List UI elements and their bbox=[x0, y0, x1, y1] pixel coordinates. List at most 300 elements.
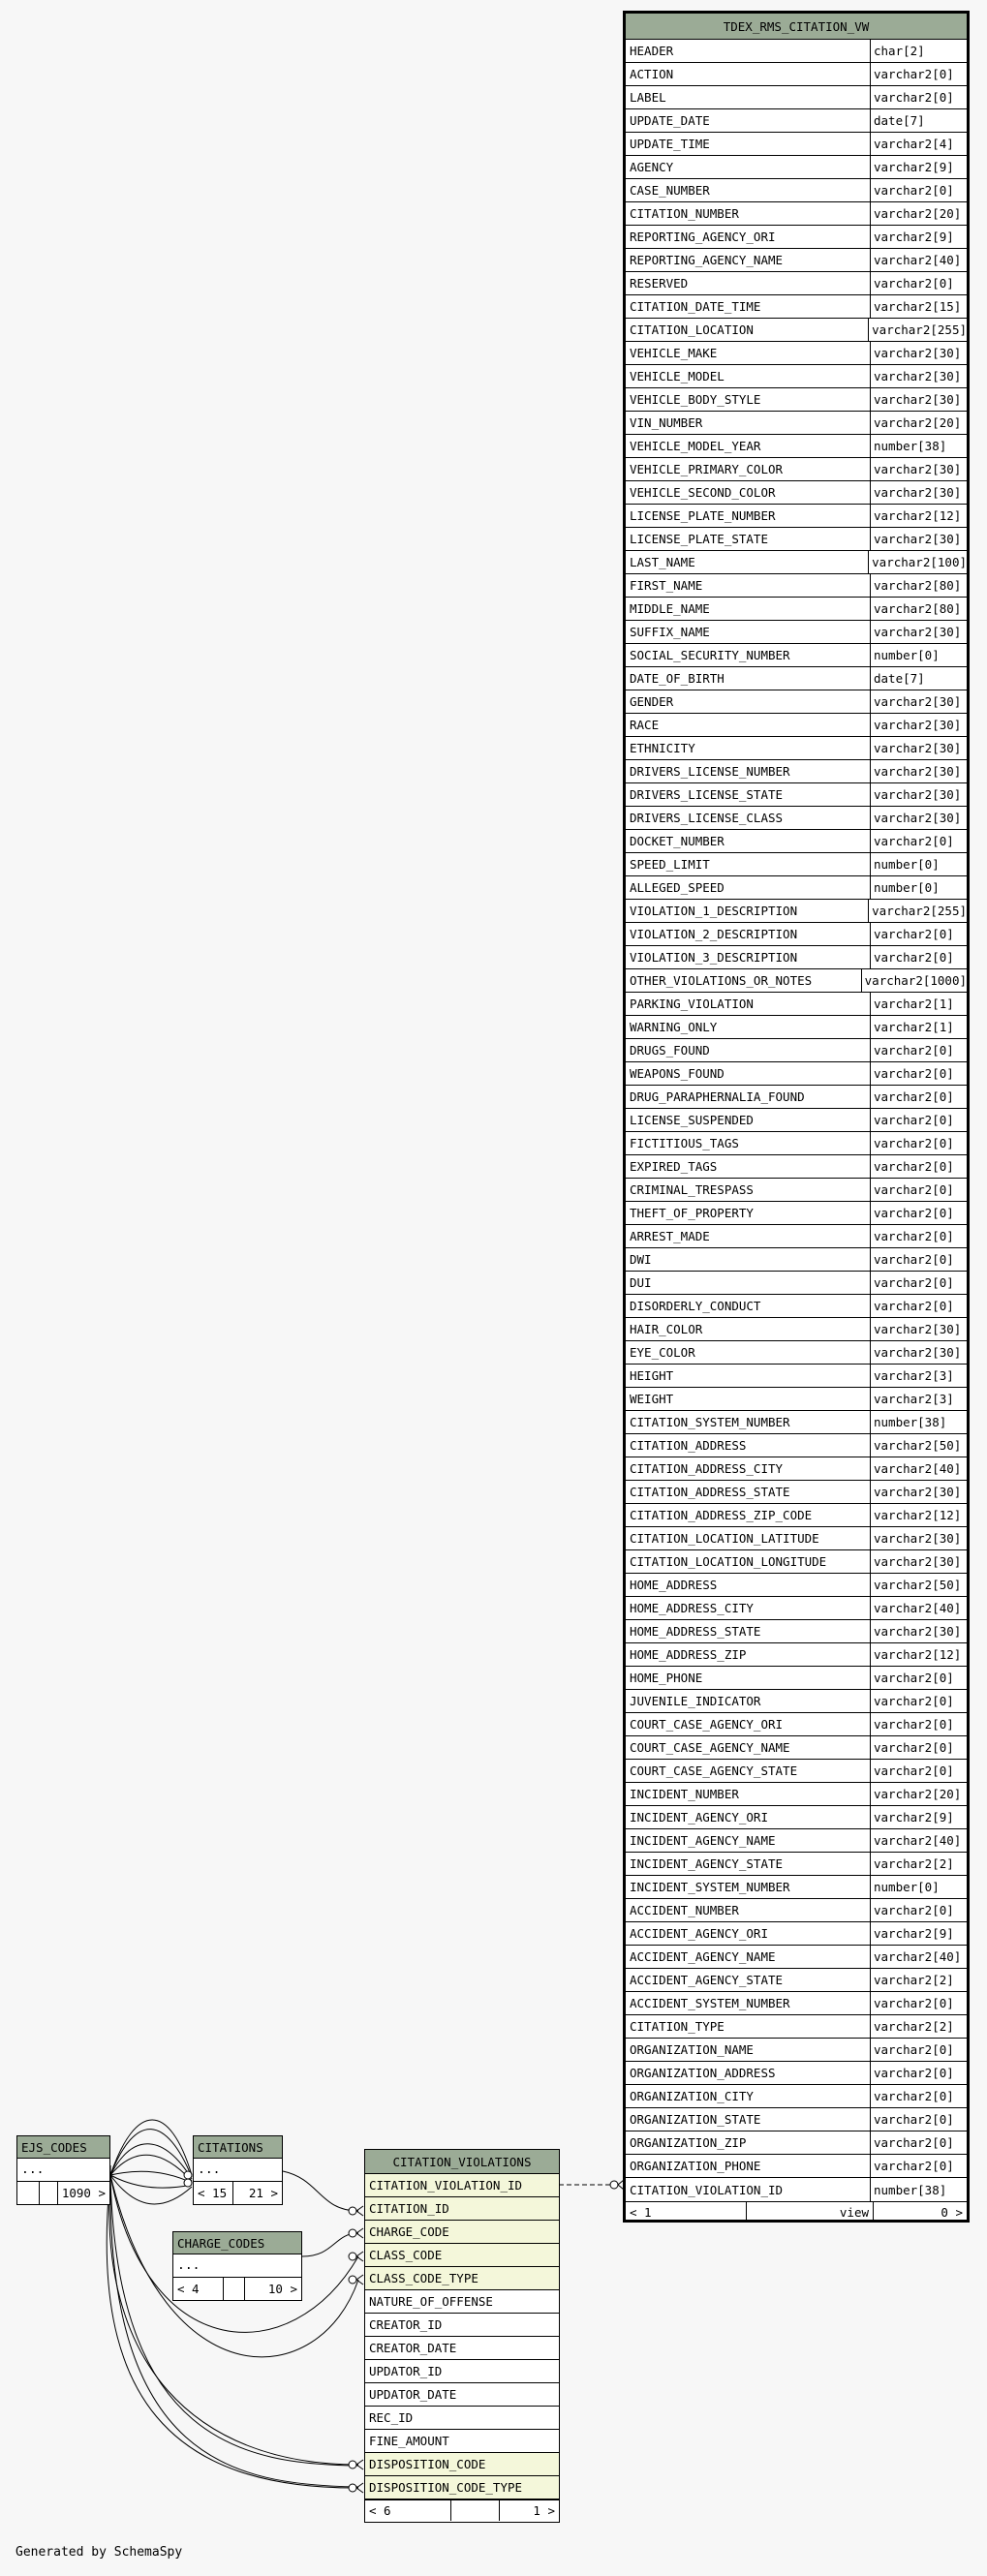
column-name: HOME_ADDRESS bbox=[630, 1578, 718, 1592]
column-name: FINE_AMOUNT bbox=[369, 2434, 449, 2448]
column-name: VEHICLE_MODEL_YEAR bbox=[630, 439, 761, 453]
view-column-row[interactable] bbox=[626, 342, 967, 365]
column-name: PARKING_VIOLATION bbox=[630, 997, 754, 1011]
column-type: varchar2[0] bbox=[870, 1667, 967, 1689]
column-type: date[7] bbox=[870, 667, 967, 690]
column-name: DRIVERS_LICENSE_NUMBER bbox=[630, 764, 790, 779]
view-column-row[interactable] bbox=[626, 1388, 967, 1411]
column-name: CITATION_SYSTEM_NUMBER bbox=[630, 1415, 790, 1429]
view-column-row[interactable] bbox=[626, 737, 967, 760]
citation-violations-column-row[interactable] bbox=[365, 2453, 559, 2476]
column-type: varchar2[20] bbox=[870, 1783, 967, 1805]
view-column-row[interactable] bbox=[626, 1527, 967, 1550]
view-column-row[interactable] bbox=[626, 272, 967, 295]
column-name: HEIGHT bbox=[630, 1368, 674, 1383]
column-type: number[38] bbox=[870, 435, 967, 457]
column-type: varchar2[0] bbox=[870, 1295, 967, 1317]
view-column-row[interactable] bbox=[626, 1016, 967, 1039]
view-column-row[interactable] bbox=[626, 598, 967, 621]
column-type: varchar2[0] bbox=[870, 2062, 967, 2084]
view-column-row[interactable] bbox=[626, 1457, 967, 1481]
view-column-row[interactable] bbox=[626, 1341, 967, 1365]
column-type: varchar2[20] bbox=[870, 412, 967, 434]
view-column-row[interactable] bbox=[626, 1853, 967, 1876]
view-column-row[interactable] bbox=[626, 295, 967, 319]
column-name: ACCIDENT_AGENCY_NAME bbox=[630, 1949, 776, 1964]
column-name: ORGANIZATION_ADDRESS bbox=[630, 2066, 776, 2080]
column-name: DATE_OF_BIRTH bbox=[630, 671, 725, 686]
column-type: varchar2[255] bbox=[868, 900, 967, 922]
view-column-row[interactable] bbox=[626, 365, 967, 388]
column-name: DRIVERS_LICENSE_STATE bbox=[630, 787, 784, 802]
charge-codes-footer-right[interactable]: 10 > bbox=[244, 2278, 301, 2300]
column-name: NATURE_OF_OFFENSE bbox=[369, 2294, 493, 2309]
view-column-row[interactable] bbox=[626, 1876, 967, 1899]
citation-violations-column-row[interactable] bbox=[365, 2267, 559, 2290]
view-column-row[interactable] bbox=[626, 133, 967, 156]
column-name: LICENSE_PLATE_NUMBER bbox=[630, 508, 776, 523]
column-name: FIRST_NAME bbox=[630, 578, 703, 593]
charge-codes-line bbox=[302, 2233, 358, 2256]
column-type: varchar2[12] bbox=[870, 1504, 967, 1526]
view-column-row[interactable] bbox=[626, 1783, 967, 1806]
column-name: RACE bbox=[630, 718, 660, 732]
column-name: COURT_CASE_AGENCY_STATE bbox=[630, 1763, 798, 1778]
column-name: ORGANIZATION_CITY bbox=[630, 2089, 754, 2103]
column-name: CREATOR_DATE bbox=[369, 2341, 457, 2355]
view-column-row[interactable] bbox=[626, 1132, 967, 1155]
column-name: CITATION_ID bbox=[369, 2201, 449, 2216]
view-column-row[interactable] bbox=[626, 1946, 967, 1969]
column-type: varchar2[0] bbox=[870, 1109, 967, 1131]
view-column-row[interactable] bbox=[626, 481, 967, 505]
charge-codes-title[interactable]: CHARGE_CODES bbox=[173, 2232, 301, 2254]
column-name: HOME_ADDRESS_CITY bbox=[630, 1601, 754, 1615]
view-column-row[interactable] bbox=[626, 1434, 967, 1457]
column-type: varchar2[0] bbox=[870, 1713, 967, 1735]
column-type: varchar2[0] bbox=[870, 1086, 967, 1108]
column-name: CLASS_CODE bbox=[369, 2248, 443, 2262]
view-column-row[interactable] bbox=[626, 528, 967, 551]
ejs-codes-footer bbox=[17, 2182, 109, 2204]
view-column-row[interactable] bbox=[626, 1574, 967, 1597]
cv-footer-right[interactable]: 1 > bbox=[499, 2500, 559, 2521]
column-name: HEADER bbox=[630, 44, 674, 58]
citation-violations-footer bbox=[365, 2499, 559, 2521]
column-name: EYE_COLOR bbox=[630, 1345, 695, 1360]
column-type: varchar2[30] bbox=[870, 1550, 967, 1573]
column-name: WEIGHT bbox=[630, 1392, 674, 1406]
column-name: VEHICLE_PRIMARY_COLOR bbox=[630, 462, 784, 476]
column-type: number[38] bbox=[870, 2178, 967, 2201]
column-name: CITATION_ADDRESS_STATE bbox=[630, 1485, 790, 1499]
column-name: UPDATOR_ID bbox=[369, 2364, 443, 2378]
view-column-row[interactable] bbox=[626, 63, 967, 86]
column-type: varchar2[0] bbox=[870, 1062, 967, 1085]
column-name: INCIDENT_AGENCY_NAME bbox=[630, 1833, 776, 1848]
column-name: DRUG_PARAPHERNALIA_FOUND bbox=[630, 1089, 805, 1104]
view-column-row[interactable] bbox=[626, 1109, 967, 1132]
view-column-row[interactable] bbox=[626, 551, 967, 574]
column-name: REC_ID bbox=[369, 2410, 414, 2425]
citation-violations-column-row[interactable] bbox=[365, 2360, 559, 2383]
column-type: varchar2[30] bbox=[870, 807, 967, 829]
column-name: THEFT_OF_PROPERTY bbox=[630, 1206, 754, 1220]
view-footer bbox=[626, 2201, 967, 2223]
citation-violations-column-row[interactable] bbox=[365, 2430, 559, 2453]
generated-by-label: Generated by SchemaSpy bbox=[15, 2545, 183, 2560]
column-name: CREATOR_ID bbox=[369, 2317, 443, 2332]
view-column-row[interactable] bbox=[626, 1667, 967, 1690]
view-column-row[interactable] bbox=[626, 1760, 967, 1783]
citation-violations-column-row[interactable] bbox=[365, 2244, 559, 2267]
column-name: CASE_NUMBER bbox=[630, 183, 710, 198]
column-name: VIN_NUMBER bbox=[630, 415, 703, 430]
view-column-row[interactable] bbox=[626, 505, 967, 528]
view-column-row[interactable] bbox=[626, 2039, 967, 2062]
view-column-row[interactable] bbox=[626, 249, 967, 272]
view-footer-right[interactable]: 0 > bbox=[873, 2202, 967, 2223]
view-title[interactable]: TDEX_RMS_CITATION_VW bbox=[626, 14, 967, 40]
view-column-row[interactable] bbox=[626, 109, 967, 133]
view-column-row[interactable] bbox=[626, 1922, 967, 1946]
view-column-row[interactable] bbox=[626, 1690, 967, 1713]
column-type: varchar2[2] bbox=[870, 1969, 967, 1991]
table-citation-violations[interactable] bbox=[364, 2149, 560, 2523]
column-name: COURT_CASE_AGENCY_NAME bbox=[630, 1740, 790, 1755]
view-column-row[interactable] bbox=[626, 993, 967, 1016]
view-column-row[interactable] bbox=[626, 1318, 967, 1341]
charge-codes-ellipsis: ... bbox=[173, 2254, 301, 2278]
column-type: varchar2[30] bbox=[870, 458, 967, 480]
column-name: HOME_PHONE bbox=[630, 1671, 703, 1685]
column-name: ACCIDENT_AGENCY_STATE bbox=[630, 1973, 784, 1987]
column-type: varchar2[0] bbox=[870, 1039, 967, 1061]
column-name: DRIVERS_LICENSE_CLASS bbox=[630, 811, 784, 825]
column-name: ACCIDENT_SYSTEM_NUMBER bbox=[630, 1996, 790, 2010]
view-column-row[interactable] bbox=[626, 2178, 967, 2201]
column-type: varchar2[9] bbox=[870, 1806, 967, 1828]
view-column-row[interactable] bbox=[626, 2108, 967, 2131]
column-name: CITATION_LOCATION_LONGITUDE bbox=[630, 1554, 827, 1569]
citation-violations-column-row[interactable] bbox=[365, 2383, 559, 2407]
view-column-row[interactable] bbox=[626, 1086, 967, 1109]
ejs-codes-ellipsis: ... bbox=[17, 2159, 109, 2182]
view-column-row[interactable] bbox=[626, 923, 967, 946]
column-name: VEHICLE_MAKE bbox=[630, 346, 718, 360]
column-type: varchar2[9] bbox=[870, 226, 967, 248]
column-type: varchar2[3] bbox=[870, 1388, 967, 1410]
view-footer-left[interactable]: < 1 bbox=[630, 2205, 652, 2220]
view-column-row[interactable] bbox=[626, 2155, 967, 2178]
view-column-row[interactable] bbox=[626, 1597, 967, 1620]
view-column-row[interactable] bbox=[626, 644, 967, 667]
citations-footer-right[interactable]: 21 > bbox=[232, 2182, 282, 2204]
column-name: UPDATE_TIME bbox=[630, 137, 710, 151]
column-name: ORGANIZATION_NAME bbox=[630, 2042, 754, 2057]
column-name: REPORTING_AGENCY_NAME bbox=[630, 253, 784, 267]
view-column-row[interactable] bbox=[626, 388, 967, 412]
view-column-row[interactable] bbox=[626, 621, 967, 644]
column-type: varchar2[0] bbox=[870, 1179, 967, 1201]
column-name: VIOLATION_2_DESCRIPTION bbox=[630, 927, 798, 941]
view-column-row[interactable] bbox=[626, 1806, 967, 1829]
citations-title[interactable]: CITATIONS bbox=[194, 2136, 282, 2159]
column-type: varchar2[0] bbox=[870, 1248, 967, 1271]
crow-foot-circle bbox=[610, 2181, 618, 2189]
column-name: CITATION_VIOLATION_ID bbox=[630, 2182, 784, 2197]
view-column-row[interactable] bbox=[626, 1713, 967, 1736]
citation-violations-column-row[interactable] bbox=[365, 2197, 559, 2221]
citation-violations-column-row[interactable] bbox=[365, 2407, 559, 2430]
column-type: varchar2[20] bbox=[870, 202, 967, 225]
column-name: CITATION_NUMBER bbox=[630, 206, 739, 221]
view-column-row[interactable] bbox=[626, 1179, 967, 1202]
column-name: HAIR_COLOR bbox=[630, 1322, 703, 1336]
column-name: DISPOSITION_CODE_TYPE bbox=[369, 2480, 523, 2495]
citations-to-citation-id-line bbox=[283, 2171, 358, 2211]
table-charge-codes[interactable] bbox=[172, 2231, 302, 2301]
column-name: ACCIDENT_NUMBER bbox=[630, 1903, 739, 1917]
view-footer-type: view bbox=[746, 2202, 873, 2223]
citations-footer-left[interactable]: < 15 bbox=[198, 2186, 228, 2200]
view-column-row[interactable] bbox=[626, 574, 967, 598]
citations-ellipsis: ... bbox=[194, 2159, 282, 2182]
ejs-codes-title[interactable]: EJS_CODES bbox=[17, 2136, 109, 2159]
column-type: varchar2[40] bbox=[870, 1946, 967, 1968]
column-type: varchar2[0] bbox=[870, 1760, 967, 1782]
cv-footer-left[interactable]: < 6 bbox=[369, 2503, 391, 2518]
view-column-row[interactable] bbox=[626, 667, 967, 690]
column-name: SOCIAL_SECURITY_NUMBER bbox=[630, 648, 790, 662]
view-column-row[interactable] bbox=[626, 156, 967, 179]
column-type: varchar2[255] bbox=[868, 319, 967, 341]
view-column-row[interactable] bbox=[626, 2131, 967, 2155]
column-type: varchar2[0] bbox=[870, 2039, 967, 2061]
view-column-row[interactable] bbox=[626, 319, 967, 342]
view-column-row[interactable] bbox=[626, 783, 967, 807]
column-name: ORGANIZATION_STATE bbox=[630, 2112, 761, 2127]
column-type: varchar2[1000] bbox=[861, 969, 967, 992]
column-type: varchar2[50] bbox=[870, 1574, 967, 1596]
citation-violations-column-row[interactable] bbox=[365, 2174, 559, 2197]
table-citations[interactable] bbox=[193, 2135, 283, 2205]
column-type: varchar2[30] bbox=[870, 1341, 967, 1364]
view-column-row[interactable] bbox=[626, 1504, 967, 1527]
view-column-row[interactable] bbox=[626, 760, 967, 783]
view-column-row[interactable] bbox=[626, 1829, 967, 1853]
column-type: number[0] bbox=[870, 1876, 967, 1898]
view-column-row[interactable] bbox=[626, 1620, 967, 1643]
column-name: JUVENILE_INDICATOR bbox=[630, 1694, 761, 1708]
column-name: CHARGE_CODE bbox=[369, 2224, 449, 2239]
column-type: varchar2[0] bbox=[870, 2108, 967, 2131]
view-column-row[interactable] bbox=[626, 1039, 967, 1062]
column-name: UPDATOR_DATE bbox=[369, 2387, 457, 2402]
column-type: varchar2[2] bbox=[870, 2015, 967, 2038]
column-name: INCIDENT_AGENCY_ORI bbox=[630, 1810, 768, 1825]
view-column-row[interactable] bbox=[626, 1202, 967, 1225]
view-column-row[interactable] bbox=[626, 830, 967, 853]
view-column-row[interactable] bbox=[626, 1225, 967, 1248]
column-type: varchar2[0] bbox=[870, 1132, 967, 1154]
column-type: varchar2[0] bbox=[870, 2155, 967, 2177]
column-type: varchar2[30] bbox=[870, 1527, 967, 1549]
column-name: CITATION_TYPE bbox=[630, 2019, 725, 2034]
column-name: UPDATE_DATE bbox=[630, 113, 710, 128]
column-type: number[0] bbox=[870, 853, 967, 875]
view-column-row[interactable] bbox=[626, 714, 967, 737]
column-name: INCIDENT_AGENCY_STATE bbox=[630, 1856, 784, 1871]
view-column-row[interactable] bbox=[626, 2062, 967, 2085]
cv-footer-middle bbox=[450, 2500, 499, 2521]
column-type: varchar2[30] bbox=[870, 388, 967, 411]
column-type: varchar2[40] bbox=[870, 1829, 967, 1852]
column-name: LICENSE_PLATE_STATE bbox=[630, 532, 768, 546]
column-type: varchar2[0] bbox=[870, 86, 967, 108]
column-name: CRIMINAL_TRESPASS bbox=[630, 1182, 754, 1197]
view-column-row[interactable] bbox=[626, 876, 967, 900]
ejs-citations-line bbox=[110, 2120, 192, 2175]
citation-violations-title[interactable]: CITATION_VIOLATIONS bbox=[365, 2150, 559, 2174]
column-type: varchar2[0] bbox=[870, 1736, 967, 1759]
view-column-row[interactable] bbox=[626, 969, 967, 993]
column-name: CITATION_DATE_TIME bbox=[630, 299, 761, 314]
view-column-row[interactable] bbox=[626, 1992, 967, 2015]
column-name: DISORDERLY_CONDUCT bbox=[630, 1299, 761, 1313]
column-type: varchar2[0] bbox=[870, 1690, 967, 1712]
column-name: AGENCY bbox=[630, 160, 674, 174]
column-type: char[2] bbox=[870, 40, 967, 62]
column-name: HOME_ADDRESS_STATE bbox=[630, 1624, 761, 1639]
view-column-row[interactable] bbox=[626, 1550, 967, 1574]
column-name: VIOLATION_3_DESCRIPTION bbox=[630, 950, 798, 965]
citation-violations-column-row[interactable] bbox=[365, 2221, 559, 2244]
view-column-row[interactable] bbox=[626, 2085, 967, 2108]
view-column-row[interactable] bbox=[626, 40, 967, 63]
column-type: varchar2[100] bbox=[868, 551, 967, 573]
view-column-row[interactable] bbox=[626, 946, 967, 969]
column-type: varchar2[0] bbox=[870, 179, 967, 201]
column-type: varchar2[0] bbox=[870, 272, 967, 294]
view-column-row[interactable] bbox=[626, 900, 967, 923]
view-tdex-rms-citation-vw[interactable] bbox=[623, 11, 970, 2223]
column-type: varchar2[15] bbox=[870, 295, 967, 318]
column-type: varchar2[30] bbox=[870, 760, 967, 782]
column-name: WEAPONS_FOUND bbox=[630, 1066, 725, 1081]
column-type: varchar2[0] bbox=[870, 946, 967, 968]
column-type: varchar2[30] bbox=[870, 481, 967, 504]
column-name: LICENSE_SUSPENDED bbox=[630, 1113, 754, 1127]
view-column-row[interactable] bbox=[626, 1365, 967, 1388]
view-column-row[interactable] bbox=[626, 412, 967, 435]
column-type: date[7] bbox=[870, 109, 967, 132]
column-type: varchar2[40] bbox=[870, 1597, 967, 1619]
column-name: ORGANIZATION_PHONE bbox=[630, 2159, 761, 2173]
column-name: CITATION_LOCATION bbox=[630, 322, 754, 337]
column-name: DUI bbox=[630, 1275, 652, 1290]
column-name: LAST_NAME bbox=[630, 555, 695, 569]
column-name: INCIDENT_SYSTEM_NUMBER bbox=[630, 1880, 790, 1894]
view-column-row[interactable] bbox=[626, 226, 967, 249]
column-name: DWI bbox=[630, 1252, 652, 1267]
view-column-row[interactable] bbox=[626, 2015, 967, 2039]
view-column-row[interactable] bbox=[626, 1481, 967, 1504]
column-name: CITATION_ADDRESS bbox=[630, 1438, 747, 1453]
view-column-row[interactable] bbox=[626, 435, 967, 458]
table-ejs-codes[interactable] bbox=[16, 2135, 110, 2205]
column-type: number[38] bbox=[870, 1411, 967, 1433]
column-type: varchar2[80] bbox=[870, 574, 967, 597]
column-type: varchar2[0] bbox=[870, 63, 967, 85]
column-name: DOCKET_NUMBER bbox=[630, 834, 725, 848]
column-name: DISPOSITION_CODE bbox=[369, 2457, 486, 2471]
citation-violations-column-row[interactable] bbox=[365, 2476, 559, 2499]
column-name: SUFFIX_NAME bbox=[630, 625, 710, 639]
column-name: ETHNICITY bbox=[630, 741, 695, 755]
column-type: varchar2[50] bbox=[870, 1434, 967, 1457]
view-column-row[interactable] bbox=[626, 1248, 967, 1272]
column-type: varchar2[0] bbox=[870, 1155, 967, 1178]
column-name: DRUGS_FOUND bbox=[630, 1043, 710, 1058]
charge-codes-footer-left[interactable]: < 4 bbox=[177, 2282, 200, 2296]
column-name: CITATION_ADDRESS_CITY bbox=[630, 1461, 784, 1476]
column-type: varchar2[12] bbox=[870, 505, 967, 527]
column-name: MIDDLE_NAME bbox=[630, 601, 710, 616]
view-column-row[interactable] bbox=[626, 202, 967, 226]
view-column-row[interactable] bbox=[626, 1062, 967, 1086]
view-column-row[interactable] bbox=[626, 179, 967, 202]
view-column-row[interactable] bbox=[626, 1155, 967, 1179]
column-type: varchar2[0] bbox=[870, 2085, 967, 2107]
column-type: varchar2[30] bbox=[870, 1481, 967, 1503]
view-column-row[interactable] bbox=[626, 1969, 967, 1992]
column-type: varchar2[2] bbox=[870, 1853, 967, 1875]
view-column-row[interactable] bbox=[626, 1272, 967, 1295]
citation-violations-column-row[interactable] bbox=[365, 2314, 559, 2337]
column-type: varchar2[30] bbox=[870, 1620, 967, 1642]
column-type: varchar2[40] bbox=[870, 1457, 967, 1480]
view-column-row[interactable] bbox=[626, 690, 967, 714]
column-type: varchar2[30] bbox=[870, 714, 967, 736]
ejs-codes-footer-right[interactable]: 1090 > bbox=[57, 2182, 109, 2204]
column-type: varchar2[0] bbox=[870, 1272, 967, 1294]
column-name: INCIDENT_NUMBER bbox=[630, 1787, 739, 1801]
citation-violations-column-row[interactable] bbox=[365, 2290, 559, 2314]
view-column-row[interactable] bbox=[626, 1411, 967, 1434]
column-type: varchar2[30] bbox=[870, 737, 967, 759]
column-name: OTHER_VIOLATIONS_OR_NOTES bbox=[630, 973, 813, 988]
column-type: varchar2[40] bbox=[870, 249, 967, 271]
column-name: CITATION_VIOLATION_ID bbox=[369, 2178, 523, 2193]
column-type: varchar2[3] bbox=[870, 1365, 967, 1387]
citation-violations-column-row[interactable] bbox=[365, 2337, 559, 2360]
column-type: varchar2[30] bbox=[870, 690, 967, 713]
view-column-row[interactable] bbox=[626, 86, 967, 109]
view-column-row[interactable] bbox=[626, 1295, 967, 1318]
view-column-row[interactable] bbox=[626, 1736, 967, 1760]
view-column-row[interactable] bbox=[626, 853, 967, 876]
view-column-row[interactable] bbox=[626, 1643, 967, 1667]
column-name: HOME_ADDRESS_ZIP bbox=[630, 1647, 747, 1662]
column-type: varchar2[0] bbox=[870, 923, 967, 945]
column-name: REPORTING_AGENCY_ORI bbox=[630, 230, 776, 244]
view-column-row[interactable] bbox=[626, 458, 967, 481]
view-column-row[interactable] bbox=[626, 807, 967, 830]
view-column-row[interactable] bbox=[626, 1899, 967, 1922]
column-type: varchar2[9] bbox=[870, 156, 967, 178]
column-name: COURT_CASE_AGENCY_ORI bbox=[630, 1717, 784, 1732]
